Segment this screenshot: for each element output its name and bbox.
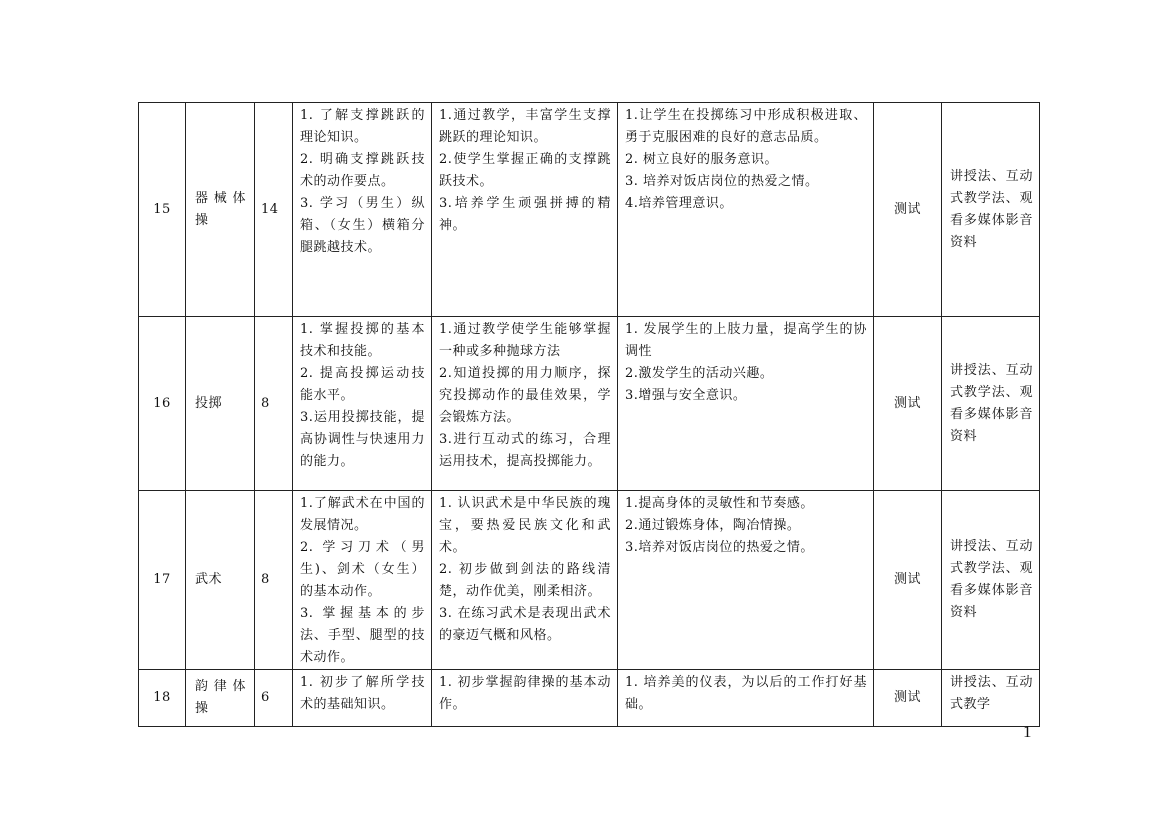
table-row-18	[139, 670, 1040, 727]
ability-item: 1.通过教学使学生能够掌握一种或多种抛球方法	[439, 322, 611, 359]
quality-objectives	[618, 103, 874, 317]
teaching-method: 讲授法、互动式教学法、观看多媒体影音资料	[942, 317, 1040, 491]
table-row-16	[139, 317, 1040, 491]
table-row-17	[139, 491, 1040, 670]
ability-item: 1. 认识武术是中华民族的瑰宝，要热爱民族文化和武术。	[439, 496, 611, 555]
knowledge-objectives	[293, 103, 432, 317]
row-number: 15	[139, 103, 186, 317]
knowledge-item: 2. 明确支撑跳跃技术的动作要点。	[300, 152, 425, 189]
module-name: 器械体操	[186, 103, 255, 317]
module-name: 投掷	[186, 317, 255, 491]
knowledge-item: 1. 了解支撑跳跃的理论知识。	[300, 108, 425, 145]
teaching-method: 讲授法、互动式教学	[942, 670, 1040, 727]
page-number: 1	[1023, 722, 1032, 741]
quality-item: 4.培养管理意识。	[625, 196, 733, 211]
knowledge-objectives	[293, 491, 432, 670]
teaching-method: 讲授法、互动式教学法、观看多媒体影音资料	[942, 103, 1040, 317]
quality-item: 3.增强与安全意识。	[625, 388, 747, 403]
quality-item: 1.让学生在投掷练习中形成积极进取、勇于克服困难的良好的意志品质。	[625, 108, 867, 145]
assessment-method: 测试	[874, 103, 942, 317]
quality-objectives	[618, 491, 874, 670]
ability-item: 2.知道投掷的用力顺序，探究投掷动作的最佳效果，学会锻炼方法。	[439, 366, 611, 425]
class-hours: 6	[255, 670, 293, 727]
row-number: 17	[139, 491, 186, 670]
knowledge-item: 1.了解武术在中国的发展情况。	[300, 496, 425, 533]
ability-objectives	[432, 103, 618, 317]
knowledge-objectives	[293, 670, 432, 727]
quality-objectives	[618, 670, 874, 727]
class-hours: 8	[255, 491, 293, 670]
ability-item: 3.培养学生顽强拼搏的精神。	[439, 196, 611, 233]
knowledge-item: 3.运用投掷技能，提高协调性与快速用力的能力。	[300, 410, 425, 469]
quality-item: 2.通过锻炼身体，陶冶情操。	[625, 518, 801, 533]
class-hours: 8	[255, 317, 293, 491]
table-row-15	[139, 103, 1040, 317]
assessment-method: 测试	[874, 670, 942, 727]
quality-item: 1. 发展学生的上肢力量，提高学生的协调性	[625, 322, 867, 359]
knowledge-item: 2. 提高投掷运动技能水平。	[300, 366, 425, 403]
ability-objectives	[432, 491, 618, 670]
quality-item: 2. 树立良好的服务意识。	[625, 152, 779, 167]
knowledge-item: 1. 初步了解所学技术的基础知识。	[300, 675, 425, 712]
row-number: 18	[139, 670, 186, 727]
quality-item: 1. 培养美的仪表，为以后的工作打好基础。	[625, 675, 867, 712]
ability-item: 2.使学生掌握正确的支撑跳跃技术。	[439, 152, 611, 189]
ability-objectives	[432, 317, 618, 491]
quality-objectives	[618, 317, 874, 491]
assessment-method: 测试	[874, 317, 942, 491]
quality-item: 3. 培养对饭店岗位的热爱之情。	[625, 174, 819, 189]
row-number: 16	[139, 317, 186, 491]
ability-item: 1. 初步掌握韵律操的基本动作。	[439, 675, 611, 712]
knowledge-item: 1. 掌握投掷的基本技术和技能。	[300, 322, 425, 359]
module-name: 武术	[186, 491, 255, 670]
ability-objectives	[432, 670, 618, 727]
teaching-method: 讲授法、互动式教学法、观看多媒体影音资料	[942, 491, 1040, 670]
ability-item: 2. 初步做到剑法的路线清楚，动作优美，刚柔相济。	[439, 562, 611, 599]
knowledge-item: 3. 掌握基本的步法、手型、腿型的技术动作。	[300, 606, 425, 665]
ability-item: 3.进行互动式的练习，合理运用技术，提高投掷能力。	[439, 432, 611, 469]
class-hours: 14	[255, 103, 293, 317]
quality-item: 1.提高身体的灵敏性和节奏感。	[625, 496, 814, 511]
knowledge-item: 2. 学习刀术（男生)、剑术（女生）的基本动作。	[300, 540, 425, 599]
knowledge-objectives	[293, 317, 432, 491]
knowledge-item: 3. 学习（男生）纵箱、（女生）横箱分腿跳越技术。	[300, 196, 425, 255]
quality-item: 2.激发学生的活动兴趣。	[625, 366, 774, 381]
quality-item: 3.培养对饭店岗位的热爱之情。	[625, 540, 814, 555]
assessment-method: 测试	[874, 491, 942, 670]
module-name: 韵律体操	[186, 670, 255, 727]
ability-item: 1.通过教学，丰富学生支撑跳跃的理论知识。	[439, 108, 611, 145]
course-content-table	[138, 102, 1040, 727]
ability-item: 3. 在练习武术是表现出武术的豪迈气概和风格。	[439, 606, 611, 643]
